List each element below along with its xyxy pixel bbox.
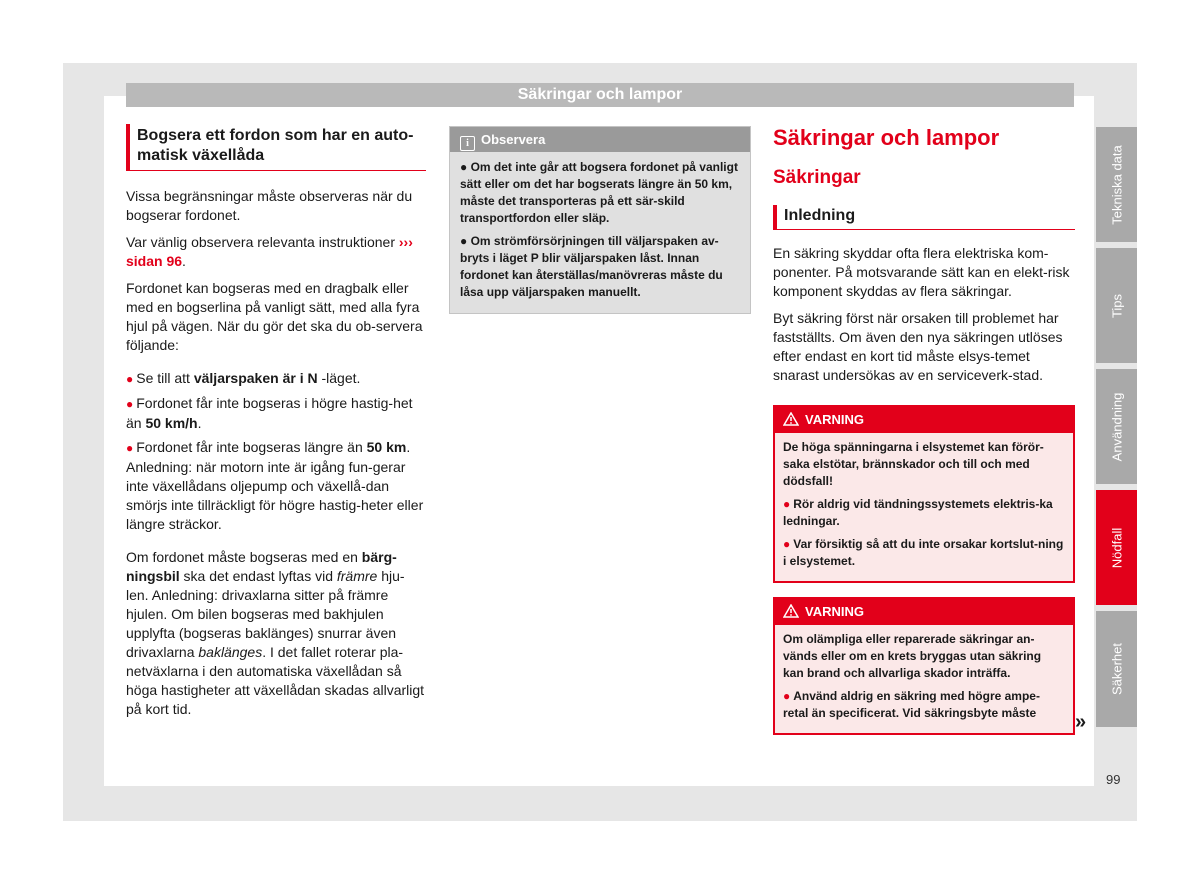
text-run: . I det fallet roterar pla-netväxlarna i den automatiska växellådan så höga hastigheter att växellådan skadas allvarligt på kort tid. — [126, 644, 425, 717]
warning-label: VARNING — [805, 604, 864, 619]
bullet-text: . Anledning: när motorn inte är igång fun-gerar inte växellådans oljepump och växellå-dan smörjs inte tillräckligt för högre hastig-heter eller längre sträckor. — [126, 439, 424, 532]
bullet-text: Var försiktig så att du inte orsakar kortslut-ning i elsystemet. — [783, 537, 1064, 568]
warning-body — [775, 625, 1073, 733]
chapter-header: Säkringar och lampor — [126, 83, 1074, 107]
warning-box — [773, 597, 1075, 735]
bullet-icon: ● — [126, 441, 134, 455]
text-run: hju-len. Anledning: drivaxlarna sitter på främre hjulen. Om bilen bogseras med bakhjulen upplyfta (bogseras baklänges) snurrar även drivaxlarna — [126, 568, 405, 660]
page-reference-link[interactable]: ››› sidan 96 — [126, 234, 413, 269]
page-number: 99 — [1106, 772, 1121, 787]
text-run: Om fordonet måste bogseras med en — [126, 549, 362, 565]
bullet-bold: 50 km — [366, 439, 407, 455]
bullet-text: Fordonet får inte bogseras längre än — [136, 439, 367, 455]
tab-sakerhet[interactable] — [1096, 611, 1137, 727]
text-run: ska det endast lyftas vid — [179, 568, 337, 584]
tab-label: Säkerhet — [1109, 642, 1124, 696]
bullet-text: Om strömförsörjningen till väljarspaken av-bryts i läget P blir väljarspaken låst. Innan fordonet kan återställas/manövreras måste du låsa upp väljarspaken manuellt. — [460, 234, 723, 299]
bullet-bold: 50 km/h — [145, 415, 198, 431]
text-bold: bärg-ningsbil — [126, 549, 397, 584]
warning-body — [775, 433, 1073, 581]
paragraph-reference — [126, 233, 426, 271]
tab-nodfall[interactable] — [1096, 490, 1137, 605]
bullet-text: . — [197, 415, 202, 431]
paragraph — [126, 548, 426, 719]
tab-label: Tips — [1109, 293, 1124, 318]
section-heading: Säkringar — [773, 167, 861, 188]
warning-box — [773, 405, 1075, 583]
list-item — [460, 159, 740, 227]
tab-tips[interactable] — [1096, 248, 1137, 363]
warning-triangle-icon — [783, 412, 799, 426]
warning-triangle-icon — [783, 604, 799, 618]
paragraph: Vissa begränsningar måste observeras när du bogserar fordonet. — [126, 188, 413, 223]
chapter-title: Säkringar och lampor — [773, 125, 1000, 150]
note-body — [450, 152, 750, 313]
bullet-text: Fordonet får inte bogseras i högre hastig-het än — [126, 395, 413, 431]
paragraph: Byt säkring först när orsaken till problemet har fastställts. Om även den nya säkringen utlöses efter endast en kort tid måste elsys-temet snarast undersökas av en serviceverk-stad. — [773, 310, 1063, 383]
note-header — [450, 127, 750, 152]
bullet-icon: ● — [126, 397, 134, 411]
list-item — [783, 688, 1065, 722]
bullet-text: Om det inte går att bogsera fordonet på vanligt sätt eller om det har bogserats längre än 50 km, måste det transporteras på ett sär-skild transportfordon eller släp. — [460, 160, 738, 225]
list-item — [126, 394, 426, 433]
continue-arrow-icon[interactable]: » — [1075, 711, 1087, 733]
bullet-bold: väljarspaken är i N — [193, 370, 318, 386]
right-column — [773, 123, 1075, 749]
bullet-icon: ● — [460, 160, 471, 174]
tab-label: Användning — [1109, 392, 1124, 461]
reference-text: Var vänlig observera relevanta instruktioner — [126, 234, 395, 250]
text-italic: baklänges — [198, 644, 263, 660]
warning-label: VARNING — [805, 412, 864, 427]
tab-anvandning[interactable] — [1096, 369, 1137, 484]
list-item — [783, 496, 1065, 530]
reference-end: . — [182, 253, 186, 269]
middle-column — [449, 126, 751, 314]
list-item — [126, 369, 426, 389]
bullet-text: Använd aldrig en säkring med högre ampe-retal än specificerat. Vid säkringsbyte måste — [783, 689, 1040, 720]
list-item — [783, 536, 1065, 570]
bullet-icon: ● — [126, 372, 134, 386]
list-item — [126, 438, 426, 534]
text-italic: främre — [336, 568, 378, 584]
warning-text: Om olämpliga eller reparerade säkringar an-vänds eller om en krets bryggas utan säkring kan brand och allvarliga skador inträffa. — [783, 632, 1042, 680]
tab-label: Nödfall — [1109, 527, 1124, 568]
warning-header — [775, 407, 1073, 433]
section-title: Bogsera ett fordon som har en auto-matisk växellåda — [126, 124, 426, 171]
tab-tekniska-data[interactable] — [1096, 127, 1137, 242]
bullet-text: Se till att — [136, 370, 194, 386]
bullet-icon: ● — [783, 537, 791, 551]
note-label: Observera — [481, 132, 546, 147]
paragraph: Fordonet kan bogseras med en dragbalk eller med en bogserlina på vanligt sätt, med alla fyra hjul på vägen. När du gör det ska du ob-servera följande: — [126, 280, 423, 353]
bullet-icon: ● — [460, 234, 471, 248]
warning-text: De höga spänningarna i elsystemet kan förör-saka elstötar, brännskador och till och med dödsfall! — [783, 440, 1044, 488]
paragraph: En säkring skyddar ofta flera elektriska kom-ponenter. På motsvarande sätt kan en elekt-risk komponent skyddas av flera säkringar. — [773, 245, 1070, 299]
bullet-text: Rör aldrig vid tändningssystemets elektris-ka ledningar. — [783, 497, 1053, 528]
info-icon: i — [460, 136, 475, 151]
list-item — [460, 233, 740, 301]
subsection-title: Inledning — [773, 205, 1075, 230]
warning-header — [775, 599, 1073, 625]
left-column — [126, 124, 426, 727]
tab-label: Tekniska data — [1109, 144, 1124, 225]
bullet-icon: ● — [783, 689, 791, 703]
bullet-icon: ● — [783, 497, 791, 511]
note-box — [449, 126, 751, 314]
bullet-text: -läget. — [317, 370, 361, 386]
